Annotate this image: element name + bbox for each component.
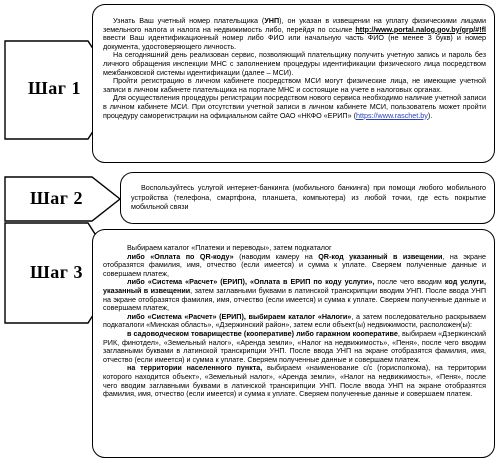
- text: , затем заглавными буквами в латинской транскрипции вводим УНП. После ввода УНП на экране отобразятся фамилия, имя, отчество (если имеется) и сумма к уплате. Сверяем полученные данные и совершаем платеж,: [103, 285, 487, 313]
- text: выбираем «наименование с/с (горисполкома), на территории которого находится объект», «Земельный налог», «Аренда земли», «Налог на недвижимость», «Пеня», после чего вводим заглавными буквами в латинской транскрипции УНП. После ввода УНП на экране отобразятся фамилия, имя, отчество (если имеется) и сумма к уплате. Сверяем полученные данные и совершаем платеж.: [103, 363, 486, 399]
- text: ).: [427, 110, 433, 120]
- step3-para-qr: [103, 253, 486, 279]
- step1-para-unp: [103, 17, 486, 51]
- qr-option: либо «Оплата по QR-коду»: [127, 251, 234, 261]
- qr-code-term: QR-код указанный в извещении: [318, 251, 443, 261]
- text: , а затем последовательно раскрываем подкаталоги «Минская область», «Дзержинский район», затем если объект(ы) недвижимости, расположен(ы):: [103, 311, 486, 330]
- step3-label: Шаг 3: [30, 262, 83, 282]
- step1-para-msi: [103, 94, 486, 120]
- step1-box: [92, 4, 495, 163]
- step3-para-erip-code: [103, 278, 486, 312]
- step1-para-registration: Пройти регистрацию в личном кабинете посредством МСИ могут физические лица, не имеющие учетной записи в личном кабинете плательщика на портале МНС и состоящие на учете в налоговых органах.: [103, 76, 486, 94]
- step3-box: [92, 229, 495, 458]
- erip-code-option: либо «Система «Расчет» (ЕРИП), «Оплата в ЕРИП по коду услуги»,: [127, 277, 375, 287]
- service-code-term: код услуги, указанный в извещении: [103, 277, 486, 295]
- text: Узнать Ваш учетный номер плательщика (: [113, 16, 265, 25]
- erip-taxes-option: либо «Система «Расчет» (ЕРИП), выбираем каталог «Налоги»: [127, 311, 352, 321]
- step2-para: Воспользуйтесь услугой интернет-банкинга (мобильного банкинга) при помощи любого мобильного устройства (телефона, смартфона, планшета, компьютера) из любой точки, где есть покрытие мобильной связи: [131, 183, 486, 212]
- text: после чего вводим: [374, 277, 445, 287]
- step2-arrow: [4, 176, 122, 222]
- step3-para-settlement: [103, 364, 486, 398]
- text: ), он указан в извещении на уплату физическими лицами земельного налога и налога на недвижимость либо, перейдя по ссылке: [103, 16, 486, 34]
- step3-para-cooperative: [103, 330, 486, 364]
- text: , выбираем «Дзержинский РИК, финотдел», «Земельный налог», «Аренда земли», «Налог на недвижимость», «Пеня», после чего вводим заглавными буквами в латинской транскрипции УНП. После ввода УНП на экране отобразятся фамилия, имя, отчество (если имеется) и сумма к уплате. Сверяем полученные данные и совершаем платеж.: [103, 328, 486, 364]
- text: Для осуществления процедуры регистрации посредством нового сервиса необходимо наличие учетной записи в личном кабинете МСИ. При отсутствии учетной записи в личном кабинете МСИ, пользователь может пройти процедуру саморегистрации на официальном сайте ОАО «НКФО «ЕРИП» (: [103, 93, 486, 120]
- text: (наводим камеру на: [233, 251, 319, 261]
- step2-label: Шаг 2: [30, 188, 83, 208]
- text: ввести Ваш идентификационный номер либо ФИО или начальную часть ФИО (не менее 3 букв) и номер документа, удостоверяющего личность.: [103, 33, 486, 51]
- text: Выбираем каталог «Платежи и переводы», затем подкаталог: [127, 243, 332, 252]
- step1-label: Шаг 1: [28, 78, 81, 98]
- cooperative-term: в садоводческом товариществе (кооперативе) либо гаражном кооперативе: [127, 328, 398, 338]
- step2-box: [120, 172, 495, 224]
- unp-term: УНП: [264, 16, 280, 25]
- nalog-portal-link[interactable]: http://www.portal.nalog.gov.by/grp/#!fl: [355, 24, 486, 34]
- raschet-link[interactable]: https://www.raschet.by: [355, 110, 428, 120]
- settlement-term: на территории населенного пункта,: [127, 363, 263, 373]
- step3-para-erip-taxes: [103, 313, 486, 330]
- text: , на экране отобразятся фамилия, имя, отчество (если имеется) и сумма к уплате. Сверяем полученные данные и совершаем платеж,: [103, 251, 487, 278]
- step1-para-service: На сегодняшний день реализован сервис, позволяющий плательщику получить учетную запись и пароль без личного обращения инспекции МНС с заполнением процедуры идентификации физического лица посредством межбанковской системы идентификации (далее – МСИ).: [103, 50, 486, 77]
